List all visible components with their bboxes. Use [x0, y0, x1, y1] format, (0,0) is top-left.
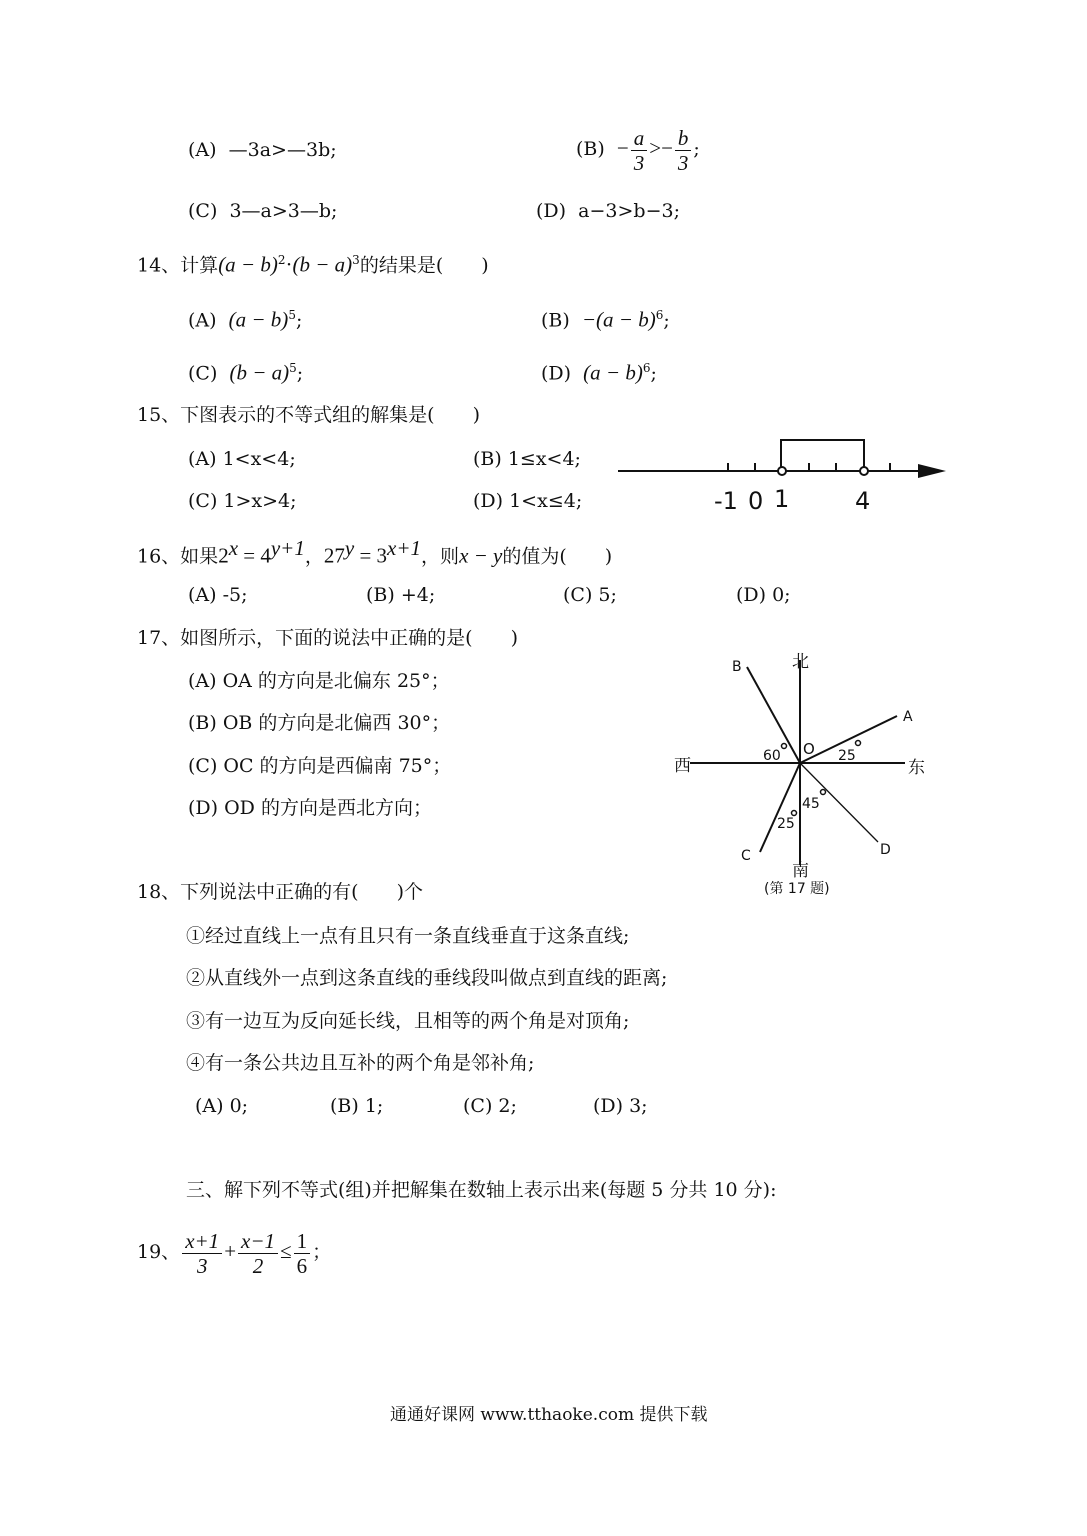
q18-option-d: (D) 3; — [593, 1095, 648, 1117]
fraction-a-over-3: $\frac{a}{3}$ — [631, 126, 648, 175]
q17-option-c: (C) OC 的方向是西偏南 75°； — [188, 755, 452, 777]
q15-option-b: (B) 1≤x<4; — [473, 448, 581, 470]
tick-label-neg1: -1 — [714, 487, 738, 515]
q14-option-c: (C) $(b - a)^5$; — [188, 360, 304, 385]
q17-direction-figure — [660, 640, 960, 905]
q19-inequality: 19、 $\frac{x+1}{3}$ + $\frac{x-1}{2}$ ≤ $\frac{1}{6}$ ； — [137, 1228, 332, 1278]
q17-stem: 17、如图所示，下面的说法中正确的是( ) — [137, 627, 519, 649]
q16-option-a: (A) -5; — [188, 584, 248, 606]
label-o: O — [803, 740, 815, 758]
angle-label-60: 60 — [763, 748, 781, 764]
label-b: B — [732, 659, 742, 675]
angle-marker-b — [782, 744, 787, 749]
angle-marker-a — [856, 741, 861, 746]
section-3-heading: 三、解下列不等式(组)并把解集在数轴上表示出来(每题 5 分共 10 分): — [186, 1179, 777, 1201]
fraction-b-over-3: $\frac{b}{3}$ — [675, 126, 692, 175]
q13-option-b: (B) − $\frac{a}{3}$ >− $\frac{b}{3}$ ; — [576, 125, 700, 175]
angle-label-25-a: 25 — [838, 748, 856, 764]
angle-label-45: 45 — [802, 796, 820, 812]
angle-marker-d — [821, 790, 826, 795]
label-c: C — [741, 848, 751, 864]
solution-interval-bracket — [781, 440, 864, 471]
number-line-arrow — [918, 464, 946, 478]
q14-option-d: (D) $(a - b)^6$; — [541, 360, 657, 385]
angle-label-25-c: 25 — [777, 816, 795, 832]
q18-stem: 18、下列说法中正确的有( )个 — [137, 881, 424, 903]
q18-option-a: (A) 0; — [195, 1095, 249, 1117]
q16-stem: 16、如果$2^x = 4^{y+1}$，$27^y = 3^{x+1}$，则x − y的值为( ) — [137, 536, 613, 568]
q18-statement-4: ④有一条公共边且互补的两个角是邻补角; — [186, 1052, 535, 1074]
fraction-1-over-6: $\frac{1}{6}$ — [294, 1229, 311, 1278]
q17-option-a: (A) OA 的方向是北偏东 25°； — [188, 670, 450, 692]
angle-marker-c — [792, 811, 797, 816]
fraction-x-minus-1-over-2: $\frac{x-1}{2}$ — [238, 1229, 278, 1278]
q14-option-b: $(B) -(a - b)^6$; — [541, 307, 670, 332]
tick-label-4: 4 — [855, 487, 871, 515]
q18-statement-1: ①经过直线上一点有且只有一条直线垂直于这条直线; — [186, 925, 630, 947]
fraction-x-plus-1-over-3: $\frac{x+1}{3}$ — [182, 1229, 222, 1278]
open-circle-4 — [860, 467, 868, 475]
q16-option-d: (D) 0; — [736, 584, 791, 606]
q15-number-line — [610, 430, 955, 520]
q16-option-b: (B) +4; — [366, 584, 436, 606]
tick-label-0: 0 — [748, 487, 764, 515]
label-east: 东 — [908, 758, 925, 778]
label-a: A — [903, 709, 913, 725]
q15-option-c: (C) 1>x>4; — [188, 490, 297, 512]
q14-stem: 14、计算$(a - b)^2\cdot(b - a)^3$的结果是( ) — [137, 252, 489, 277]
label-d: D — [880, 842, 891, 858]
q17-option-d: (D) OD 的方向是西北方向； — [188, 797, 432, 819]
label-west: 西 — [674, 756, 691, 776]
q16-option-c: (C) 5; — [563, 584, 617, 606]
q13-option-a: (A) —3a>—3b; — [188, 139, 337, 161]
q14-option-a: (A) $(a - b)^5$; — [188, 307, 303, 332]
footer-credit: 通通好课网 www.tthaoke.com 提供下载 — [390, 1405, 708, 1425]
q15-option-a: (A) 1<x<4; — [188, 448, 296, 470]
open-circle-1 — [778, 467, 786, 475]
q15-stem: 15、下图表示的不等式组的解集是( ) — [137, 404, 481, 426]
q15-option-d: (D) 1<x≤4; — [473, 490, 583, 512]
q18-option-b: (B) 1; — [330, 1095, 384, 1117]
q18-statement-3: ③有一边互为反向延长线，且相等的两个角是对顶角; — [186, 1010, 630, 1032]
tick-label-1: 1 — [774, 485, 790, 513]
q18-statement-2: ②从直线外一点到这条直线的垂线段叫做点到直线的距离; — [186, 967, 668, 989]
figure-caption: (第 17 题) — [764, 881, 830, 897]
q13-option-c: (C) 3—a>3—b; — [188, 200, 338, 222]
label-north: 北 — [792, 652, 809, 672]
q13-option-d: (D) a−3>b−3; — [536, 200, 680, 222]
ray-oc — [760, 763, 800, 852]
q18-option-c: (C) 2; — [463, 1095, 517, 1117]
q17-option-b: (B) OB 的方向是北偏西 30°； — [188, 712, 451, 734]
label-south: 南 — [792, 861, 809, 881]
